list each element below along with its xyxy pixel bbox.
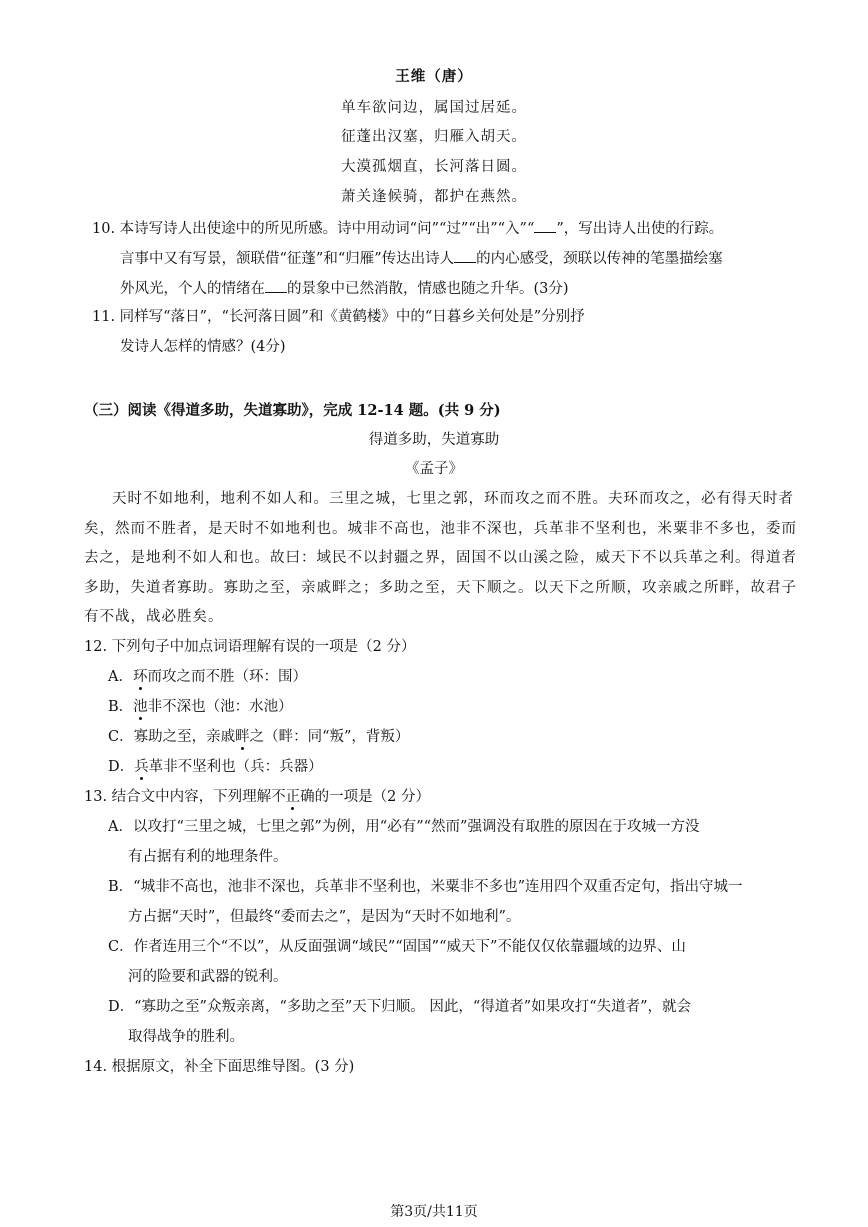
dotted-word: 不正确 <box>271 789 315 805</box>
q10-text: 言事中又有写景，颔联借“征蓬”和“归雁”传达出诗人 <box>120 251 455 267</box>
option-text: 非不深也（池：水池） <box>147 699 293 715</box>
q13-option-a[interactable]: A．以攻打“三里之城，七里之郭”为例，用“必有”“然而”强调没有取胜的原因在于攻城一方没 <box>108 819 700 835</box>
q13-option-b[interactable]: B．“城非不高也，池非不深也，兵革非不坚利也，米粟非不多也”连用四个双重否定句，指出守城一 <box>108 879 743 895</box>
q13-option-a-cont: 有占据有利的地理条件。 <box>128 849 288 865</box>
page-number: 第3页/共11页 <box>390 1204 478 1220</box>
section-heading: （三）阅读《得道多助，失道寡助》，完成 12-14 题。(共 9 分) <box>84 402 501 419</box>
q10-text: ”，写出诗人出使的行踪。 <box>556 221 724 237</box>
q12-stem: 12. 下列句子中加点词语理解有误的一项是（2 分） <box>84 639 416 655</box>
option-label: C．寡助之至，亲戚 <box>108 729 236 745</box>
q11-line-1: 11. 同样写“落日”，“长河落日圆”和《黄鹤楼》中的“日暮乡关何处是”分别抒 <box>92 309 585 325</box>
q14-stem: 14. 根据原文，补全下面思维导图。(3 分) <box>84 1059 355 1075</box>
q12-option-d[interactable] <box>108 758 323 776</box>
answer-blank[interactable] <box>454 248 476 263</box>
option-text: 之（畔：同“叛”，背叛） <box>249 729 410 745</box>
option-text: 革非不坚利也（兵：兵器） <box>148 759 323 775</box>
q13-option-d[interactable]: D．“寡助之至”众叛亲离，“多助之至”天下归顺。 因此，“得道者”如果攻打“失道者”，就会 <box>108 999 692 1015</box>
q10-line-1 <box>92 218 723 238</box>
passage-source: 《孟子》 <box>405 461 463 477</box>
q10-line-2 <box>120 248 723 268</box>
q12-option-b[interactable] <box>108 698 293 716</box>
q13-stem <box>84 788 430 806</box>
passage-line-4: 多助，失道者寡助。寡助之至，亲戚畔之；多助之至，天下顺之。以天下之所顺，攻亲戚之所畔，故君子 <box>84 580 797 596</box>
q10-text: 10. 本诗写诗人出使途中的所见所感。诗中用动词“问”“过”“出”“入”“ <box>92 221 535 237</box>
poem-author: 王维（唐） <box>395 68 473 85</box>
q13-option-d-cont: 取得战争的胜利。 <box>128 1029 244 1045</box>
dotted-word: 池 <box>133 699 148 715</box>
q10-line-3 <box>120 278 569 298</box>
option-label: D． <box>108 759 135 775</box>
poem-line-4: 萧关逢候骑，都护在燕然。 <box>341 189 527 205</box>
dotted-word: 环 <box>132 669 148 685</box>
dotted-word: 兵 <box>134 759 149 775</box>
option-text: 而攻之而不胜（环：围） <box>147 669 307 685</box>
q13-option-b-cont: 方占据“天时”，但最终“委而去之”，是因为“天时不如地利”。 <box>128 909 521 925</box>
q10-text: 外风光，个人的情绪在 <box>120 281 265 297</box>
poem-line-2: 征蓬出汉塞，归雁入胡天。 <box>341 129 527 145</box>
passage-line-2: 矣，然而不胜者，是天时不如地利也。城非不高也，池非不深也，兵革非不坚利也，米粟非不多也，委而 <box>84 521 797 537</box>
answer-blank[interactable] <box>265 278 287 293</box>
passage-line-5: 有不战，战必胜矣。 <box>84 609 224 625</box>
q10-text: 的内心感受，颈联以传神的笔墨描绘塞 <box>476 251 723 267</box>
answer-blank[interactable] <box>534 218 556 233</box>
option-label: B． <box>108 699 134 715</box>
q12-option-a[interactable] <box>108 668 307 686</box>
q13-option-c[interactable]: C．作者连用三个“不以”，从反面强调“域民”“固国”“威天下”不能仅仅依靠疆域的边界、山 <box>108 939 686 955</box>
option-label: A． <box>108 669 133 685</box>
passage-line-1: 天时不如地利，地利不如人和。三里之城，七里之郭，环而攻之而不胜。夫环而攻之，必有得天时者 <box>112 491 794 507</box>
poem-line-3: 大漠孤烟直，长河落日圆。 <box>341 159 527 175</box>
q10-text: 的景象中已然消散，情感也随之升华。(3分) <box>287 281 569 297</box>
passage-line-3: 去之，是地利不如人和也。故曰：域民不以封疆之界，固国不以山溪之险，威天下不以兵革之利。得道者 <box>84 550 797 566</box>
q13-stem-text: 13. 结合文中内容，下列理解 <box>84 789 272 805</box>
q12-option-c[interactable] <box>108 728 409 746</box>
passage-title: 得道多助，失道寡助 <box>368 432 500 448</box>
q11-line-2: 发诗人怎样的情感？(4分) <box>120 339 286 355</box>
dotted-word: 畔 <box>235 729 250 745</box>
q13-option-c-cont: 河的险要和武器的锐利。 <box>128 969 288 985</box>
q13-stem-text: 的一项是（2 分） <box>314 789 431 805</box>
poem-line-1: 单车欲问边，属国过居延。 <box>341 100 527 116</box>
